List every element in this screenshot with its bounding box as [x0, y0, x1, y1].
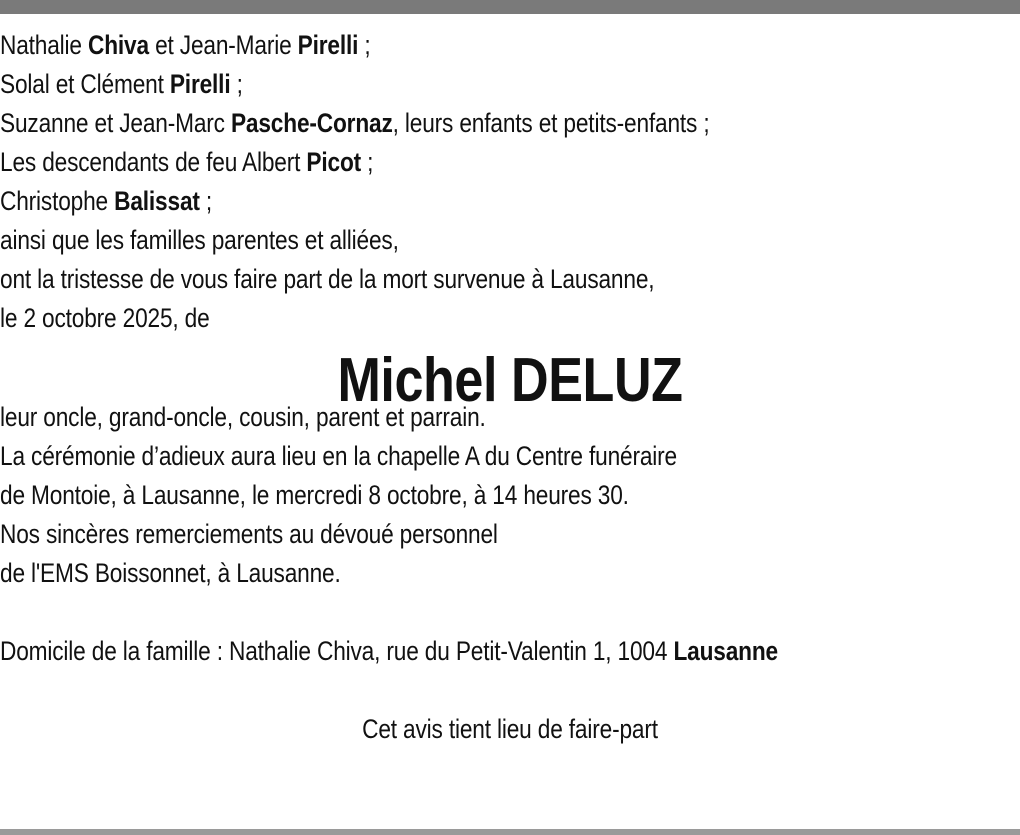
body-line: de l'EMS Boissonnet, à Lausanne. — [0, 558, 341, 588]
intro-line: ainsi que les familles parentes et alliées, — [0, 225, 399, 255]
family-line: Suzanne et Jean-Marc Pasche-Cornaz, leurs enfants et petits-enfants ; — [0, 108, 710, 138]
notice-body — [0, 26, 1020, 749]
intro-line: le 2 octobre 2025, de — [0, 303, 210, 333]
intro-line: ont la tristesse de vous faire part de la mort survenue à Lausanne, — [0, 264, 655, 294]
body-line: de Montoie, à Lausanne, le mercredi 8 octobre, à 14 heures 30. — [0, 480, 629, 510]
family-line: Nathalie Chiva et Jean-Marie Pirelli ; — [0, 30, 371, 60]
spacer — [0, 593, 1020, 632]
body-line: La cérémonie d’adieux aura lieu en la chapelle A du Centre funéraire — [0, 441, 678, 471]
body-line: Nos sincères remerciements au dévoué personnel — [0, 519, 498, 549]
body-line: leur oncle, grand-oncle, cousin, parent et parrain. — [0, 402, 486, 432]
family-line: Christophe Balissat ; — [0, 186, 213, 216]
spacer — [0, 671, 1020, 710]
footer-note: Cet avis tient lieu de faire-part — [362, 714, 658, 744]
bottom-rule — [0, 829, 1020, 835]
deceased-name: Michel DELUZ — [337, 346, 683, 415]
top-rule — [0, 0, 1020, 14]
domicile-line: Domicile de la famille : Nathalie Chiva, rue du Petit-Valentin 1, 1004 Lausanne — [0, 636, 778, 666]
family-line: Solal et Clément Pirelli ; — [0, 69, 243, 99]
family-line: Les descendants de feu Albert Picot ; — [0, 147, 374, 177]
